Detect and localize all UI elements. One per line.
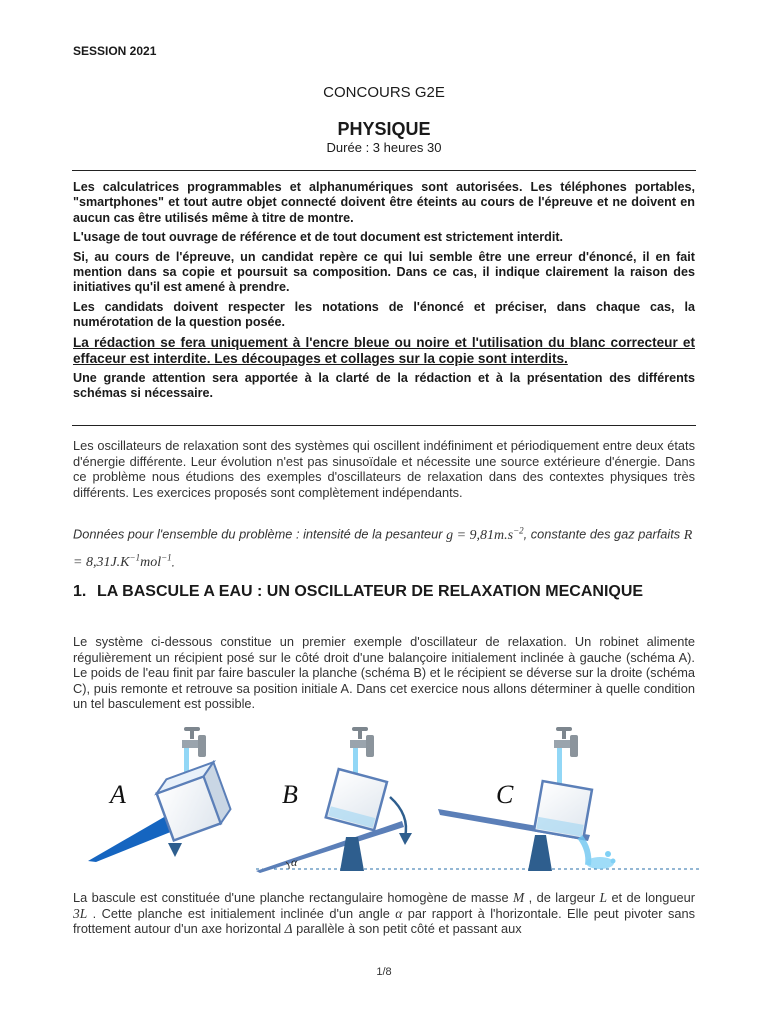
data-lead: Données pour l'ensemble du problème : intensité de la pesanteur [73,526,447,542]
subject-title: PHYSIQUE [337,119,431,139]
angle-symbol: α [395,905,403,921]
gravity-formula: $g = 9,81m.s^{-2}$ [446,525,524,543]
pivot-a [168,843,182,857]
rule-presentation: Une grande attention sera apportée à la clarté de la rédaction et à la présentation des différents schémas si nécessaire. [73,370,695,401]
axis-symbol: Δ [284,921,293,936]
section-number: 1. [73,583,87,600]
container-c [534,781,592,839]
section-1-paragraph: Le système ci-dessous constitue un premier exemple d'oscillateur de relaxation. Un robinet alimente régulièrement un récipient posé sur le côté droit d'une balançoire initialement inclinée à gauche (schéma A). Le poids de l'eau finit par faire basculer la planche (schéma B) et le récipient se déverse sur la droite (schéma C), puis remonte et retrouve sa position initiale A. Dans cet exercice nous allons déterminer à quelle condition un tel basculement est possible. [73,634,695,711]
pivot-c [528,835,552,871]
exam-name: CONCOURS G2E [323,84,445,101]
width-symbol: L [599,890,608,905]
length-symbol: 3L [73,905,88,921]
exam-rules [73,180,695,405]
session-label: SESSION 2021 [73,44,157,58]
intro-paragraph: Les oscillateurs de relaxation sont des systèmes qui oscillent indéfiniment et périodiquement entre deux états d'énergie différente. Leur évolution n'est pas sinusoïdale et nécessite une source extérieure d'énergie. Dans ce problème nous étudions des exemples d'oscillateurs de relaxation dans des contextes physiques très différents. Les exercices proposés sont complètement indépendants. [73,438,695,500]
mass-symbol: M [512,890,525,905]
schema-b-label: B [282,780,298,809]
rule-notation: Les candidats doivent respecter les notations de l'énoncé et préciser, dans chaque cas, la numérotation de la question posée. [73,299,695,330]
schema-c-label: C [496,780,514,809]
bottom-divider [72,425,696,426]
alpha-label: α [291,855,298,869]
gas-constant-formula: $R = 8,31J.K^{-1}mol^{-1}$ [73,527,693,571]
rotation-arrow [390,797,406,837]
schema-a-label: A [110,780,126,809]
rule-errors: Si, au cours de l'épreuve, un candidat repère ce qui lui semble être une erreur d'énoncé, il en fait mention dans sa copie et poursuit sa composition. Dans ce cas, il indique clairement la raison des initiatives qu'il est amené à prendre. [73,249,695,295]
data-constants: Données pour l'ensemble du problème : intensité de la pesanteur $g = 9,81m.s^{-2}$, constante des gaz parfaits $R = 8,31J.K^{-1}mol^{-1}$. [73,525,693,571]
top-divider [72,170,696,171]
rule-calculators: Les calculatrices programmables et alphanumériques sont autorisées. Les téléphones portables, "smartphones" et tout autre objet connecté doivent être éteints au cours de l'épreuve et ne doivent en aucun cas être utilisés même à titre de montre. [73,180,695,225]
plank-b [256,821,404,873]
schema-c [438,727,700,871]
container-b [326,769,387,830]
seesaw-figure [60,725,710,875]
section-title: LA BASCULE A EAU : UN OSCILLATEUR DE RELAXATION MECANIQUE [97,583,644,600]
exam-duration: Durée : 3 heures 30 [326,140,442,155]
rule-documents: L'usage de tout ouvrage de référence et de tout document est strictement interdit. [73,230,564,245]
page-number: 1/8 [376,966,392,978]
data-middle: , constante des gaz parfaits [523,526,684,542]
rule-ink: La rédaction se fera uniquement à l'encre bleue ou noire et l'utilisation du blanc correcteur et effaceur est interdite. Les découpages et collages sur la copie sont interdits. [73,334,695,366]
plank-description: La bascule est constituée d'une planche rectangulaire homogène de masse M , de largeur L et de longueur 3L . Cette planche est initialement inclinée d'un angle α par rapport à l'horizontale. Elle peut pivoter sans frottement autour d'un axe horizontal Δ parallèle à son petit côté et passant aux [73,890,695,936]
